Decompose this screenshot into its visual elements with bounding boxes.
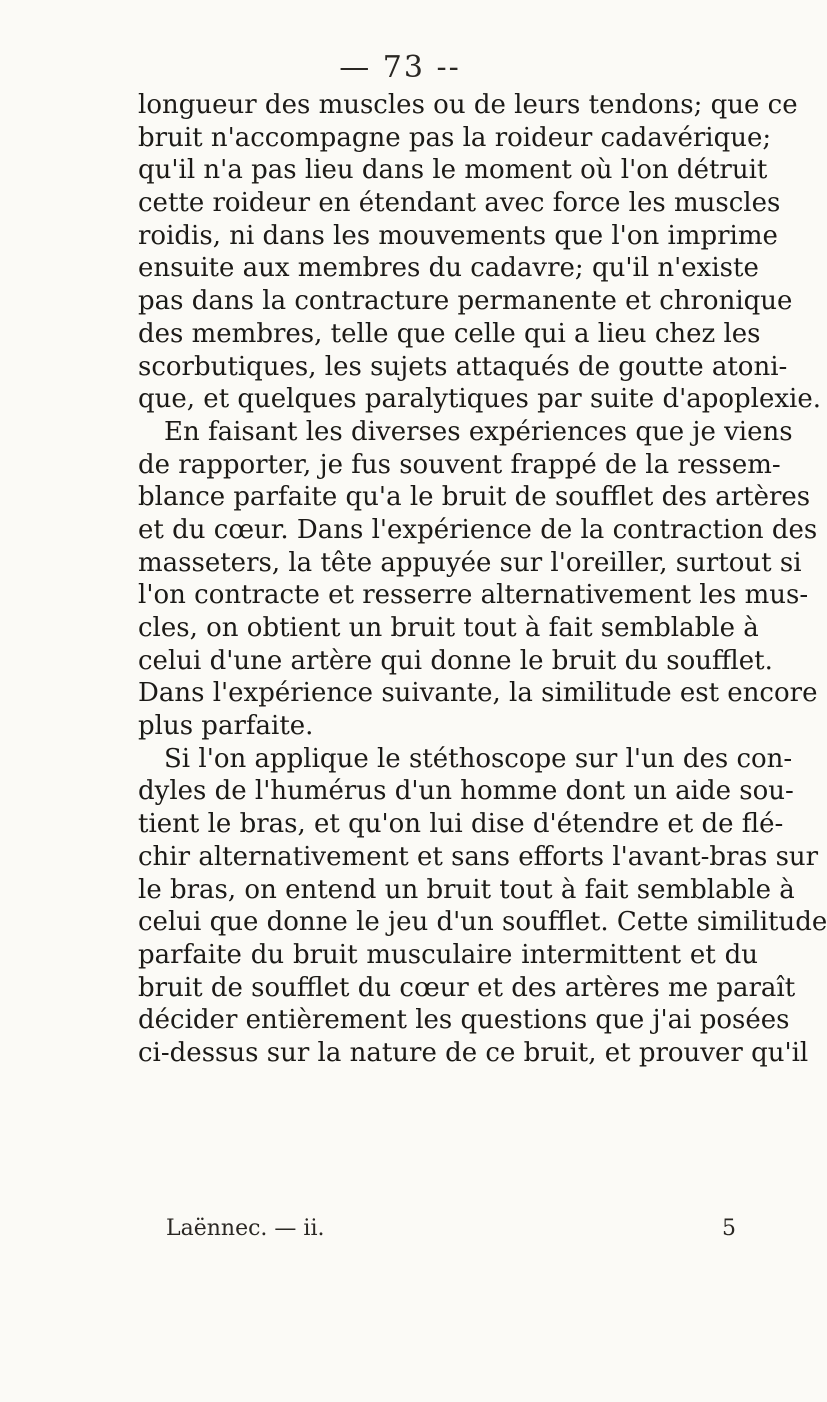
page-number: — 73 --	[339, 50, 461, 85]
text-line: En faisant les diverses expériences que je viens	[164, 416, 793, 447]
text-line: que, et quelques paralytiques par suite d'apoplexie.	[138, 384, 822, 415]
text-line: masseters, la tête appuyée sur l'oreiller, surtout si	[138, 547, 802, 578]
text-line: le bras, on entend un bruit tout à fait semblable à	[138, 874, 795, 905]
text-line: de rapporter, je fus souvent frappé de la ressem-	[138, 449, 781, 480]
text-line: celui d'une artère qui donne le bruit du soufflet.	[138, 645, 773, 676]
text-line: dyles de l'humérus d'un homme dont un aide sou-	[138, 776, 794, 807]
text-line: plus parfaite.	[138, 711, 314, 742]
text-line: scorbutiques, les sujets attaqués de goutte atoni-	[138, 351, 788, 382]
page-footer	[166, 1215, 736, 1243]
text-line: ci-dessus sur la nature de ce bruit, et prouver qu'il	[138, 1037, 809, 1068]
text-line: décider entièrement les questions que j'ai posées	[138, 1005, 790, 1036]
text-line: blance parfaite qu'a le bruit de soufflet des artères	[138, 482, 811, 513]
text-line: parfaite du bruit musculaire intermittent et du	[138, 939, 758, 970]
text-line: chir alternativement et sans efforts l'avant-bras sur	[138, 841, 819, 872]
text-line: ensuite aux membres du cadavre; qu'il n'existe	[138, 253, 759, 284]
text-line: bruit de soufflet du cœur et des artères me paraît	[138, 972, 796, 1003]
text-line: longueur des muscles ou de leurs tendons; que ce	[138, 90, 798, 120]
text-line: Si l'on applique le stéthoscope sur l'un des con-	[164, 743, 793, 774]
text-line: pas dans la contracture permanente et chronique	[138, 286, 793, 317]
text-line: tient le bras, et qu'on lui dise d'étendre et de flé-	[138, 809, 784, 840]
text-line: cette roideur en étendant avec force les muscles	[138, 188, 781, 219]
body-text	[138, 89, 827, 1070]
text-line: celui que donne le jeu d'un soufflet. Cette similitude	[138, 907, 827, 938]
text-line: cles, on obtient un bruit tout à fait semblable à	[138, 613, 759, 643]
sheet-number: 5	[722, 1216, 736, 1241]
text-line: et du cœur. Dans l'expérience de la contraction des	[138, 514, 818, 545]
text-line: des membres, telle que celle qui a lieu chez les	[138, 318, 761, 349]
text-line: Dans l'expérience suivante, la similitude est encore	[138, 678, 818, 709]
text-line: qu'il n'a pas lieu dans le moment où l'on détruit	[138, 155, 768, 186]
text-line: roidis, ni dans les mouvements que l'on imprime	[138, 220, 778, 251]
text-line: bruit n'accompagne pas la roideur cadavérique;	[138, 122, 772, 153]
signature-mark: Laënnec. — ii.	[166, 1216, 325, 1241]
text-line: l'on contracte et resserre alternativement les mus-	[138, 580, 809, 611]
